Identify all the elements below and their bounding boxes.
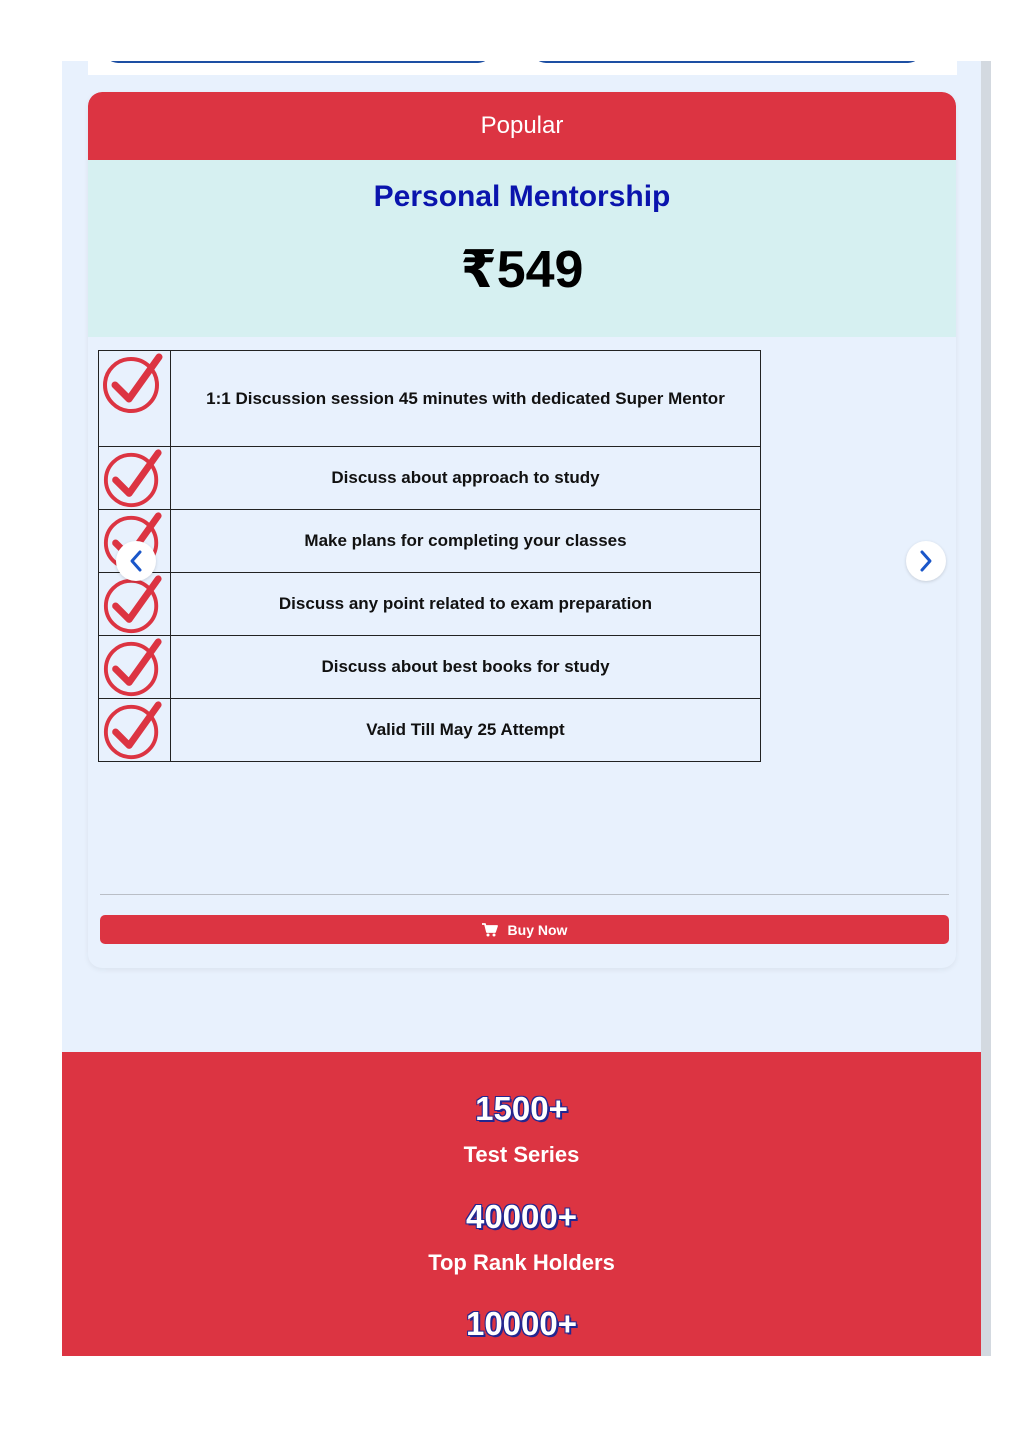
feature-row <box>99 447 761 510</box>
stat-value: 1500+ <box>475 1090 568 1127</box>
carousel-prev-button[interactable] <box>116 541 156 581</box>
plan-title: Personal Mentorship <box>373 180 671 213</box>
feature-check-cell <box>99 636 171 699</box>
feature-row <box>99 351 761 447</box>
buy-now-label: Buy Now <box>507 921 568 938</box>
page-viewport <box>62 61 981 1356</box>
feature-row <box>99 699 761 762</box>
feature-check-cell <box>99 699 171 762</box>
feature-row <box>99 510 761 573</box>
feature-text: Valid Till May 25 Attempt <box>171 699 761 762</box>
check-circle-icon <box>101 699 165 761</box>
page-scrollbar[interactable] <box>981 61 991 1356</box>
price-band <box>88 160 956 337</box>
chevron-left-icon <box>127 549 145 573</box>
feature-text: 1:1 Discussion session 45 minutes with dedicated Super Mentor <box>171 351 761 447</box>
carousel-next-button[interactable] <box>906 541 946 581</box>
previous-card-button-right[interactable] <box>532 61 922 63</box>
stat-label: Test Series <box>463 1142 580 1167</box>
popular-badge: Popular <box>88 92 956 160</box>
plan-price: ₹549 <box>460 241 584 299</box>
stat-label: Top Rank Holders <box>428 1250 615 1275</box>
previous-card-button-left[interactable] <box>104 61 492 63</box>
check-circle-icon <box>101 447 165 509</box>
feature-text: Discuss any point related to exam preparation <box>171 573 761 636</box>
chevron-right-icon <box>917 549 935 573</box>
stats-section <box>62 1052 981 1356</box>
previous-card-bottom <box>88 61 957 75</box>
check-circle-icon <box>101 351 165 415</box>
feature-text: Discuss about best books for study <box>171 636 761 699</box>
feature-row <box>99 573 761 636</box>
feature-check-cell <box>99 447 171 510</box>
feature-text: Make plans for completing your classes <box>171 510 761 573</box>
stat-value: 10000+ <box>465 1305 578 1342</box>
feature-table <box>98 350 761 762</box>
cart-icon <box>482 923 498 937</box>
feature-check-cell <box>99 573 171 636</box>
check-circle-icon <box>101 636 165 698</box>
feature-row <box>99 636 761 699</box>
stat-value: 40000+ <box>465 1198 578 1235</box>
buy-now-button[interactable] <box>100 915 949 944</box>
card-divider <box>100 894 949 895</box>
pricing-card <box>88 92 956 968</box>
feature-text: Discuss about approach to study <box>171 447 761 510</box>
feature-check-cell <box>99 351 171 447</box>
check-circle-icon <box>101 573 165 635</box>
